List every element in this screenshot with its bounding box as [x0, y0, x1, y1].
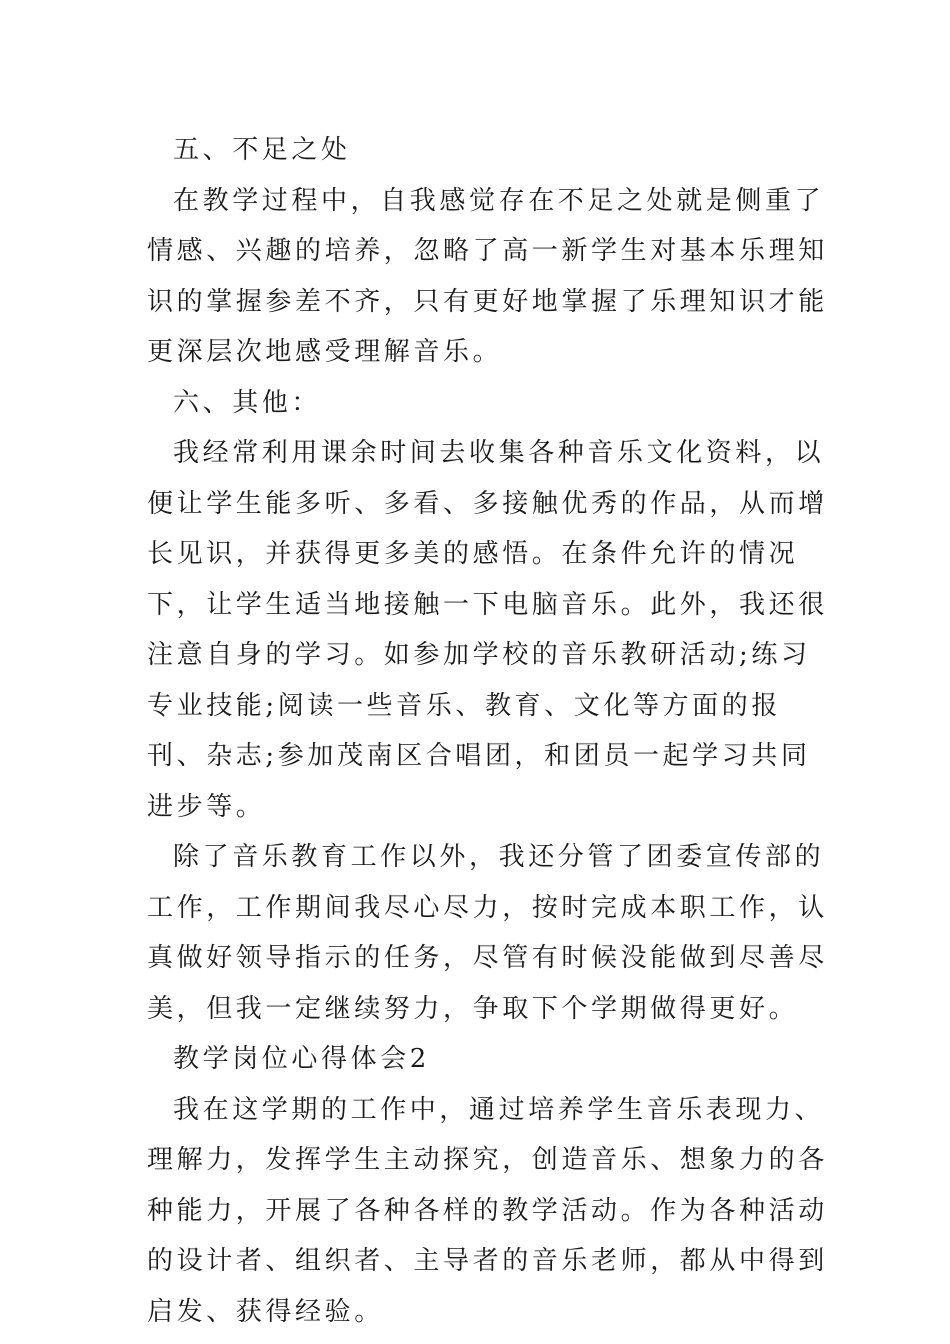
section-title-experience-2: 教学岗位心得体会2	[173, 1044, 430, 1074]
paragraph-experience-2: 我在这学期的工作中，通过培养学生音乐表现力、理解力，发挥学生主动探究，创造音乐、想象力的各种能力，开展了各种各样的教学活动。作为各种活动的设计者、组织者、主导者的音乐老师，都从中得到启发、获得经验。	[147, 1094, 828, 1327]
section-heading-others: 六、其他：	[173, 387, 322, 418]
paragraph-shortcomings: 在教学过程中，自我感觉存在不足之处就是侧重了情感、兴趣的培养，忽略了高一新学生对基本乐理知识的掌握参差不齐，只有更好地掌握了乐理知识才能更深层次地感受理解音乐。	[147, 185, 828, 367]
section-heading-shortcomings: 五、不足之处	[173, 135, 351, 165]
paragraph-others-study: 我经常利用课余时间去收集各种音乐文化资料，以便让学生能多听、多看、多接触优秀的作品，从而增长见识，并获得更多美的感悟。在条件允许的情况下，让学生适当地接触一下电脑音乐。此外，我还很注意自身的学习。如参加学校的音乐教研活动;练习专业技能;阅读一些音乐、教育、文化等方面的报刊、杂志;参加茂南区合唱团，和团员一起学习共同进步等。	[147, 438, 828, 822]
paragraph-others-work: 除了音乐教育工作以外，我还分管了团委宣传部的工作，工作期间我尽心尽力，按时完成本职工作，认真做好领导指示的任务，尽管有时候没能做到尽善尽美，但我一定继续努力，争取下个学期做得更好。	[147, 842, 828, 1024]
document-body	[147, 125, 837, 1337]
